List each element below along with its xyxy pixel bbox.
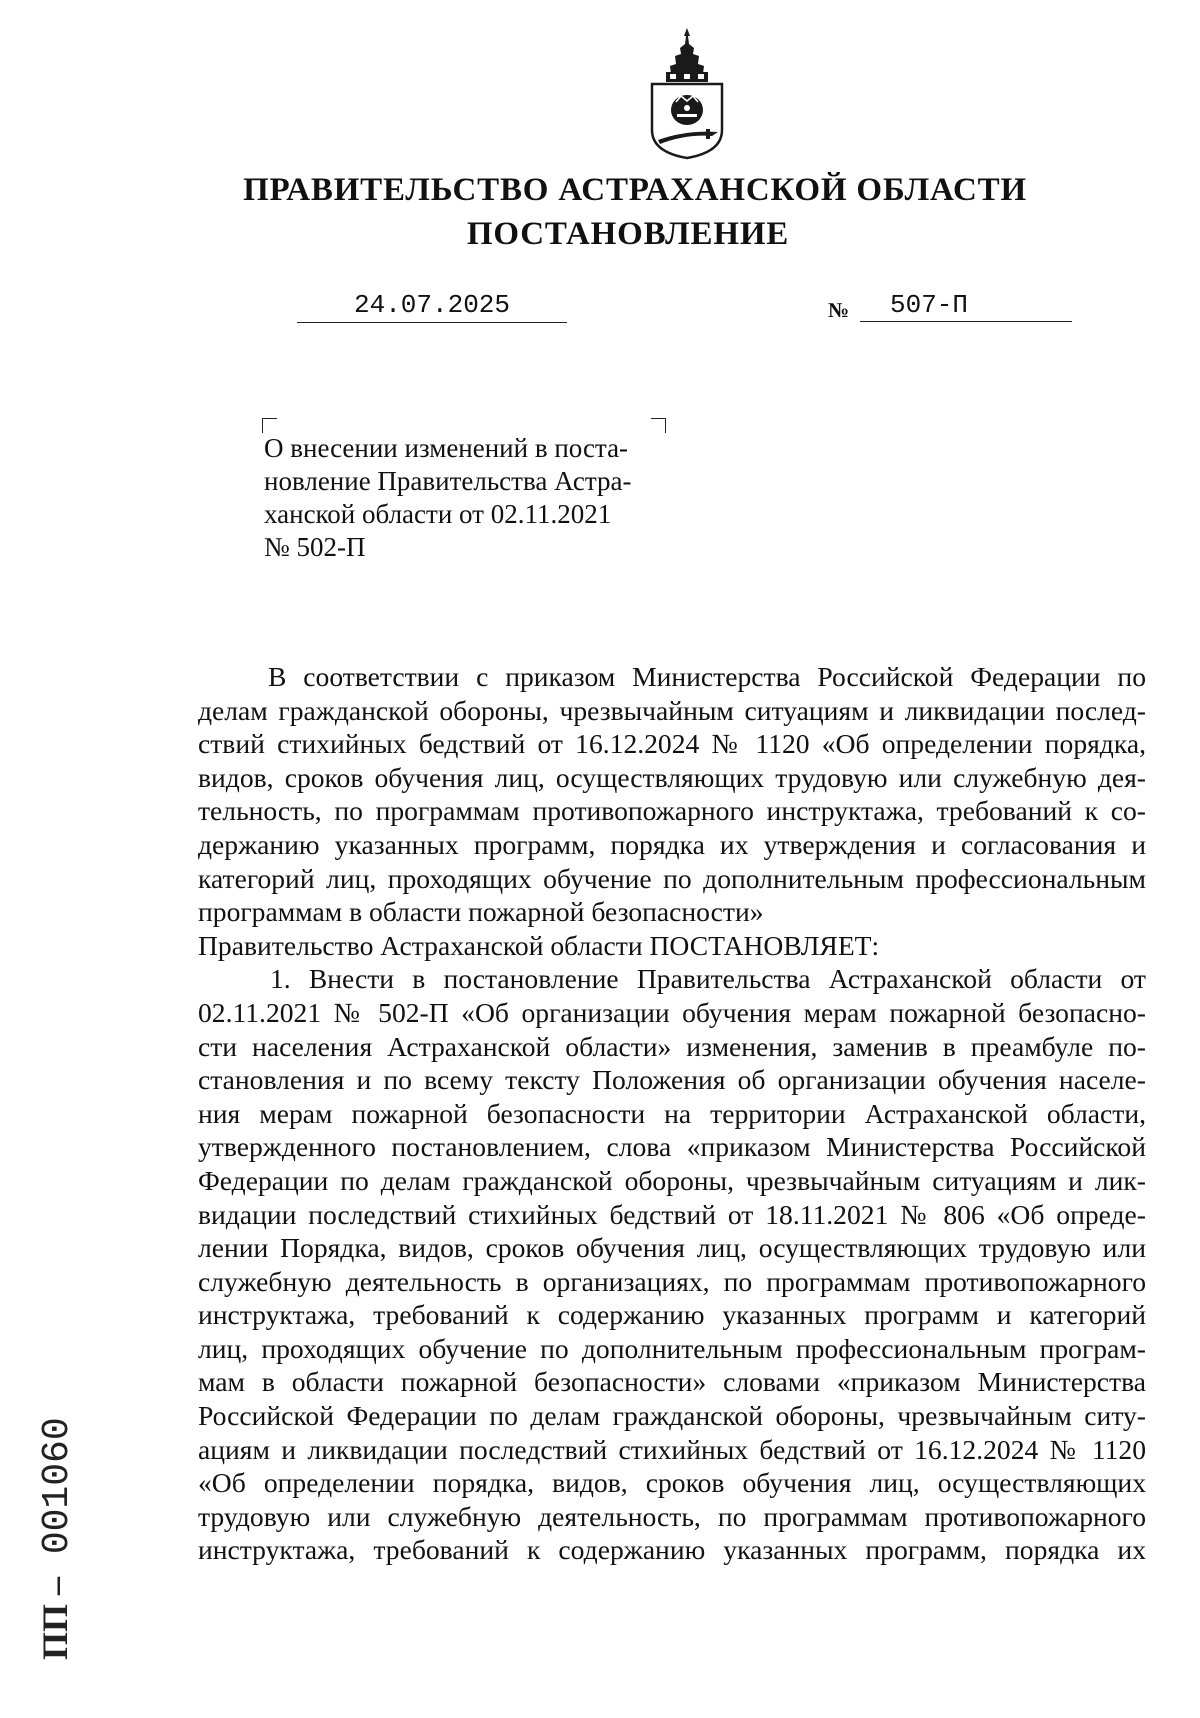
body-line: инструктажа, требований к содержанию указанных программ, порядка их [198, 1534, 1146, 1566]
coat-of-arms-emblem [646, 26, 728, 160]
body-line: 1. Внести в постановление Правительства Астраханской области от [270, 963, 1146, 995]
side-registration-stamp [34, 1417, 79, 1660]
body-line: ациям и ликвидации последствий стихийных бедствий от 16.12.2024 № 1120 [198, 1433, 1146, 1465]
body-line: мам в области пожарной безопасности» словами «приказом Министерства [198, 1366, 1146, 1398]
body-line: видации последствий стихийных бедствий от 18.11.2021 № 806 «Об опреде- [198, 1198, 1146, 1230]
subject-line: новление Правительства Астра- [264, 466, 632, 496]
stamp-prefix: ПП – [35, 1576, 75, 1660]
subject-line: О внесении изменений в поста- [264, 433, 629, 463]
body-line: ния мерам пожарной безопасности на территории Астраханской области, [198, 1097, 1146, 1129]
document-type-title: ПОСТАНОВЛЕНИЕ [466, 216, 790, 252]
body-line: лиц, проходящих обучение по дополнительным профессиональным програм- [198, 1332, 1146, 1364]
body-line: В соответствии с приказом Министерства Российской Федерации по [268, 661, 1146, 692]
document-date: 24.07.2025 [297, 290, 567, 323]
body-line: программам в области пожарной безопасности» [198, 896, 764, 928]
body-line: инструктажа, требований к содержанию указанных программ и категорий [198, 1299, 1146, 1331]
body-line: Правительство Астраханской области ПОСТАНОВЛЯЕТ: [198, 929, 880, 961]
subject-line: № 502-П [264, 532, 366, 562]
body-line: становления и по всему тексту Положения об организации обучения населе- [198, 1064, 1146, 1096]
body-line: служебную деятельность в организациях, по программам противопожарного [198, 1265, 1146, 1297]
body-line: «Об определении порядка, видов, сроков обучения лиц, осуществляющих [198, 1467, 1146, 1499]
body-line: категорий лиц, проходящих обучение по дополнительным профессиональным [198, 862, 1146, 894]
body-line: трудовую или служебную деятельность, по программам противопожарного [198, 1500, 1146, 1532]
body-line: видов, сроков обучения лиц, осуществляющих трудовую или служебную дея- [198, 761, 1146, 793]
body-line: сти населения Астраханской области» изменения, заменив в преамбуле по- [198, 1030, 1146, 1062]
body-line: ствий стихийных бедствий от 16.12.2024 № 1120 «Об определении порядка, [198, 728, 1146, 760]
subject-corner-right [651, 418, 666, 433]
document-header [0, 168, 1200, 256]
body-line: делам гражданской обороны, чрезвычайным ситуациям и ликвидации послед- [198, 694, 1146, 726]
subject-line: ханской области от 02.11.2021 [264, 499, 612, 529]
subject-corner-left [262, 418, 277, 433]
document-body [198, 660, 1146, 1567]
body-line: Российской Федерации по делам гражданской обороны, чрезвычайным ситу- [198, 1400, 1146, 1432]
stamp-code: 001060 [36, 1417, 79, 1555]
government-name: ПРАВИТЕЛЬСТВО АСТРАХАНСКОЙ ОБЛАСТИ [243, 172, 1027, 208]
body-line: утвержденного постановлением, слова «приказом Министерства Российской [198, 1131, 1146, 1163]
body-line: тельность, по программам противопожарного инструктажа, требований к со- [198, 795, 1146, 827]
number-sign: № [828, 298, 850, 322]
document-subject [264, 432, 684, 564]
body-line: держанию указанных программ, порядка их утверждения и согласования и [198, 828, 1146, 860]
body-line: Федерации по делам гражданской обороны, чрезвычайным ситуациям и лик- [198, 1164, 1146, 1196]
document-number: 507-П [860, 290, 1072, 322]
body-line: лении Порядка, видов, сроков обучения лиц, осуществляющих трудовую или [198, 1232, 1146, 1264]
body-line: 02.11.2021 № 502-П «Об организации обучения мерам пожарной безопасно- [198, 996, 1146, 1028]
